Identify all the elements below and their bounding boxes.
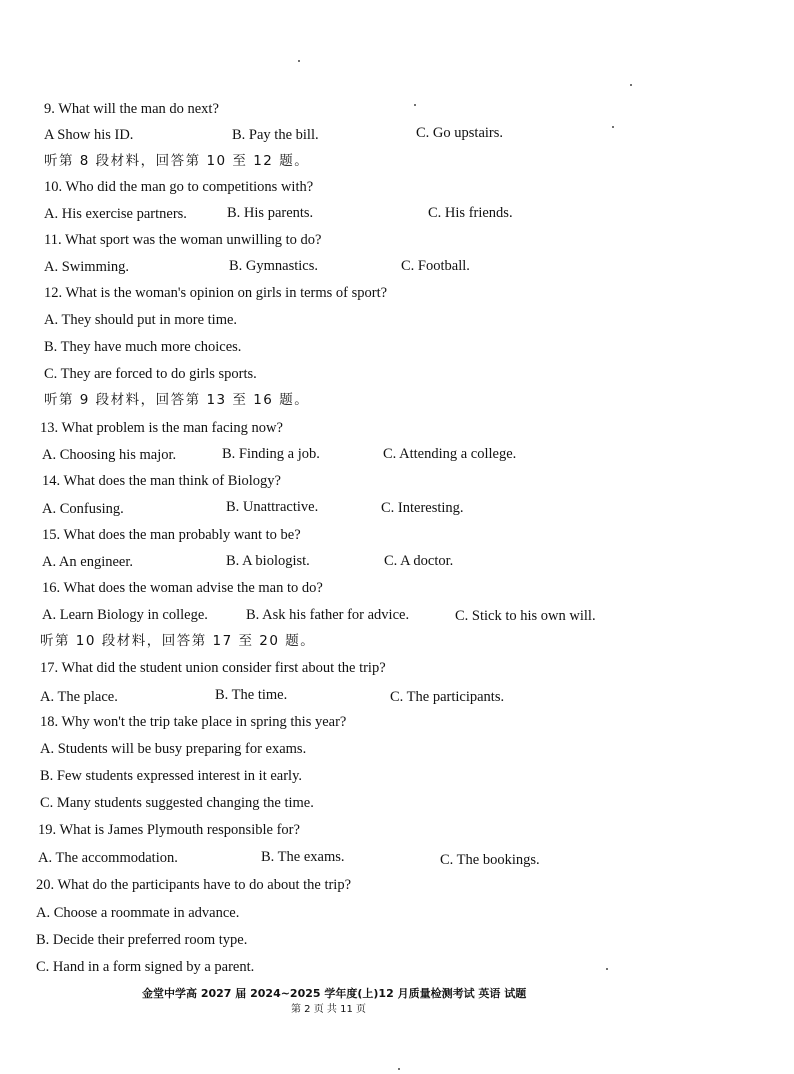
- scan-speck: [606, 968, 608, 970]
- question-17-option-b: B. The time.: [215, 687, 288, 703]
- section-10-instruction: 听第 10 段材料，回答第 17 至 20 题。: [40, 633, 316, 649]
- question-19-option-c: C. The bookings.: [440, 852, 540, 868]
- question-10-option-b: B. His parents.: [227, 205, 314, 221]
- question-16-stem: 16. What does the woman advise the man to do?: [42, 580, 323, 596]
- question-14-option-a: A. Confusing.: [42, 501, 124, 517]
- scan-speck: [298, 60, 300, 62]
- exam-title-footer: 金堂中学高 2027 届 2024~2025 学年度(上)12 月质量检测考试 英语 试题: [142, 987, 527, 1000]
- question-16-option-c: C. Stick to his own will.: [455, 608, 596, 624]
- question-12-stem: 12. What is the woman's opinion on girls in terms of sport?: [44, 285, 388, 301]
- scan-speck: [630, 84, 632, 86]
- question-17-option-c: C. The participants.: [390, 689, 505, 705]
- section-8-instruction: 听第 8 段材料，回答第 10 至 12 题。: [44, 153, 310, 169]
- question-18-option-b: B. Few students expressed interest in it early.: [40, 768, 303, 784]
- question-12-option-b: B. They have much more choices.: [44, 339, 242, 355]
- section-9-instruction: 听第 9 段材料，回答第 13 至 16 题。: [44, 392, 310, 408]
- question-13-option-c: C. Attending a college.: [383, 446, 517, 462]
- question-18-stem: 18. Why won't the trip take place in spring this year?: [40, 714, 347, 730]
- question-14-option-c: C. Interesting.: [381, 500, 464, 516]
- question-11-option-a: A. Swimming.: [44, 259, 129, 275]
- question-14-stem: 14. What does the man think of Biology?: [42, 473, 281, 489]
- scan-speck: [612, 126, 614, 128]
- question-19-option-a: A. The accommodation.: [38, 850, 178, 866]
- question-10-option-c: C. His friends.: [428, 205, 513, 221]
- question-13-option-b: B. Finding a job.: [222, 446, 320, 462]
- question-13-stem: 13. What problem is the man facing now?: [40, 420, 283, 436]
- question-20-option-c: C. Hand in a form signed by a parent.: [36, 959, 255, 975]
- question-14-option-b: B. Unattractive.: [226, 499, 319, 515]
- question-9-option-a: A Show his ID.: [44, 127, 134, 143]
- question-19-option-b: B. The exams.: [261, 849, 345, 865]
- scan-speck: [414, 104, 416, 106]
- question-19-stem: 19. What is James Plymouth responsible for?: [38, 822, 300, 838]
- question-9-option-c: C. Go upstairs.: [416, 125, 503, 141]
- question-20-option-b: B. Decide their preferred room type.: [36, 932, 248, 948]
- question-15-option-a: A. An engineer.: [42, 554, 134, 570]
- question-17-option-a: A. The place.: [40, 689, 118, 705]
- question-17-stem: 17. What did the student union consider first about the trip?: [40, 660, 386, 676]
- question-18-option-c: C. Many students suggested changing the time.: [40, 795, 314, 811]
- question-9-option-b: B. Pay the bill.: [232, 127, 319, 143]
- question-20-option-a: A. Choose a roommate in advance.: [36, 905, 240, 921]
- question-15-option-c: C. A doctor.: [384, 553, 454, 569]
- question-11-option-c: C. Football.: [401, 258, 470, 274]
- question-15-option-b: B. A biologist.: [226, 553, 310, 569]
- question-18-option-a: A. Students will be busy preparing for exams.: [40, 741, 307, 757]
- question-12-option-c: C. They are forced to do girls sports.: [44, 366, 257, 382]
- question-13-option-a: A. Choosing his major.: [42, 447, 177, 463]
- question-10-option-a: A. His exercise partners.: [44, 206, 187, 222]
- question-11-option-b: B. Gymnastics.: [229, 258, 319, 274]
- scan-speck: [398, 1068, 400, 1070]
- question-12-option-a: A. They should put in more time.: [44, 312, 238, 328]
- question-9-stem: 9. What will the man do next?: [44, 101, 219, 117]
- question-16-option-b: B. Ask his father for advice.: [246, 607, 410, 623]
- page-number: 第 2 页 共 11 页: [291, 1004, 366, 1015]
- question-11-stem: 11. What sport was the woman unwilling to do?: [44, 232, 322, 248]
- question-10-stem: 10. Who did the man go to competitions with?: [44, 179, 314, 195]
- question-20-stem: 20. What do the participants have to do about the trip?: [36, 877, 352, 893]
- question-16-option-a: A. Learn Biology in college.: [42, 607, 208, 623]
- question-15-stem: 15. What does the man probably want to be?: [42, 527, 301, 543]
